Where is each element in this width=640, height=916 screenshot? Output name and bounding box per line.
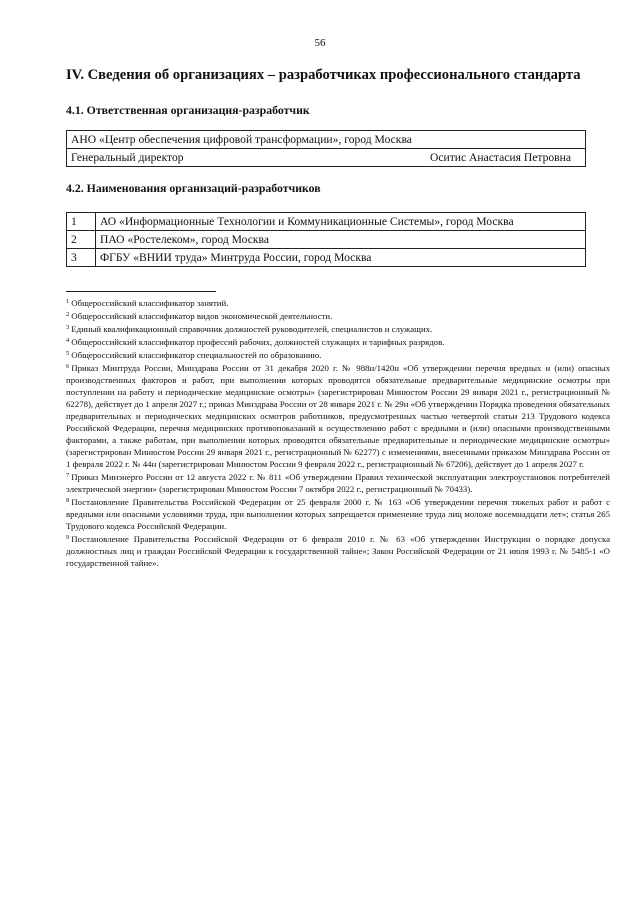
responsible-org-table xyxy=(66,130,586,167)
developer-orgs-table xyxy=(66,212,586,267)
footnote xyxy=(66,495,610,532)
footnote xyxy=(66,532,610,569)
footnote-text: Постановление Правительства Российской Федерации от 6 февраля 2010 г. № 63 «Об утверждении Инструкции о порядке допуска должностных лиц и граждан Российской Федерации к государственной тайне»; Закон Российской Федерации от 21 июля 1993 г. № 5485-1 «О государственной тайне». xyxy=(66,534,610,568)
footnote xyxy=(66,348,610,361)
footnote xyxy=(66,309,610,322)
footnote-text: Приказ Минтруда России, Минздрава России от 31 декабря 2020 г. № 988н/1420н «Об утверждении перечня вредных и (или) опасных производственных факторов и работ, при выполнении которых проводятся обязательные предварительные медицинские осмотры при поступлении на работу и периодические медицинские осмотры» (зарегистрирован Минюстом России 29 января 2021 г., регистрационный № 62278), действует до 1 апреля 2027 г.; приказ Минздрава России от 28 января 2021 г. № 29н «Об утверждении Порядка проведения обязательных предварительных и периодических медицинских осмотров работников, предусмотренных частью четвертой статьи 213 Трудового кодекса Российской Федерации, перечня медицинских противопоказаний к осуществлению работ с вредными и (или) опасными производственными факторами, а также работам, при выполнении которых проводятся обязательные предварительные и периодические медицинские осмотры» (зарегистрирован Минюстом России 29 января 2021 г., регистрационный № 62277) с изменениями, внесенными приказом Минздрава России от 1 февраля 2022 г. № 44н (зарегистрирован Минюстом России 9 февраля 2022 г., регистрационный № 67206), действует до 1 апреля 2027 г. xyxy=(66,363,610,469)
table-row xyxy=(67,149,586,167)
developer-org-name: ПАО «Ростелеком», город Москва xyxy=(96,231,586,249)
footnote-mark: 3 xyxy=(66,324,70,331)
footnote-mark: 5 xyxy=(66,350,70,357)
table-row xyxy=(67,213,586,231)
responsible-person: Оситис Анастасия Петровна xyxy=(290,149,585,167)
footnote-mark: 9 xyxy=(66,534,70,541)
table-row xyxy=(67,131,586,149)
footnote xyxy=(66,296,610,309)
page-number: 56 xyxy=(314,37,326,49)
row-number: 1 xyxy=(67,213,96,231)
table-row xyxy=(67,249,586,267)
footnote-text: Приказ Минэнерго России от 12 августа 2022 г. № 811 «Об утверждении Правил технической эксплуатации электроустановок потребителей электрической энергии» (зарегистрирован Минюстом России 7 октября 2022 г., регистрационный № 70433). xyxy=(66,472,610,494)
footnote-text: Постановление Правительства Российской Федерации от 25 февраля 2000 г. № 163 «Об утверждении перечня тяжелых работ и работ с вредными или опасными условиями труда, при выполнении которых запрещается применение труда лиц моложе восемнадцати лет»; статья 265 Трудового кодекса Российской Федерации. xyxy=(66,497,610,531)
row-number: 3 xyxy=(67,249,96,267)
footnote-mark: 1 xyxy=(66,298,70,305)
responsible-role: Генеральный директор xyxy=(67,149,291,167)
footnote xyxy=(66,361,610,470)
table-row xyxy=(67,231,586,249)
footnote-mark: 7 xyxy=(66,472,70,479)
footnote xyxy=(66,335,610,348)
section-title: IV. Сведения об организациях – разработчиках профессионального стандарта xyxy=(66,67,581,83)
footnote xyxy=(66,470,610,495)
footnotes xyxy=(66,296,610,569)
footnote-text: Общероссийский классификатор видов экономической деятельности. xyxy=(71,311,333,321)
responsible-org-heading: 4.1. Ответственная организация-разработчик xyxy=(66,103,310,117)
footnote-text: Общероссийский классификатор профессий рабочих, должностей служащих и тарифных разрядов. xyxy=(71,337,445,347)
footnote-mark: 2 xyxy=(66,311,70,318)
footnote-text: Общероссийский классификатор специальностей по образованию. xyxy=(71,350,322,360)
developer-org-name: ФГБУ «ВНИИ труда» Минтруда России, город Москва xyxy=(96,249,586,267)
footnote-text: Единый квалификационный справочник должностей руководителей, специалистов и служащих. xyxy=(71,324,433,334)
developer-orgs-heading: 4.2. Наименования организаций-разработчиков xyxy=(66,181,321,195)
developer-org-name: АО «Информационные Технологии и Коммуникационные Системы», город Москва xyxy=(96,213,586,231)
row-number: 2 xyxy=(67,231,96,249)
footnote xyxy=(66,322,610,335)
footnote-mark: 6 xyxy=(66,363,70,370)
responsible-org-name: АНО «Центр обеспечения цифровой трансформации», город Москва xyxy=(67,131,586,149)
footnote-separator xyxy=(66,291,216,292)
footnote-text: Общероссийский классификатор занятий. xyxy=(71,298,229,308)
footnote-mark: 4 xyxy=(66,337,70,344)
footnote-mark: 8 xyxy=(66,497,70,504)
